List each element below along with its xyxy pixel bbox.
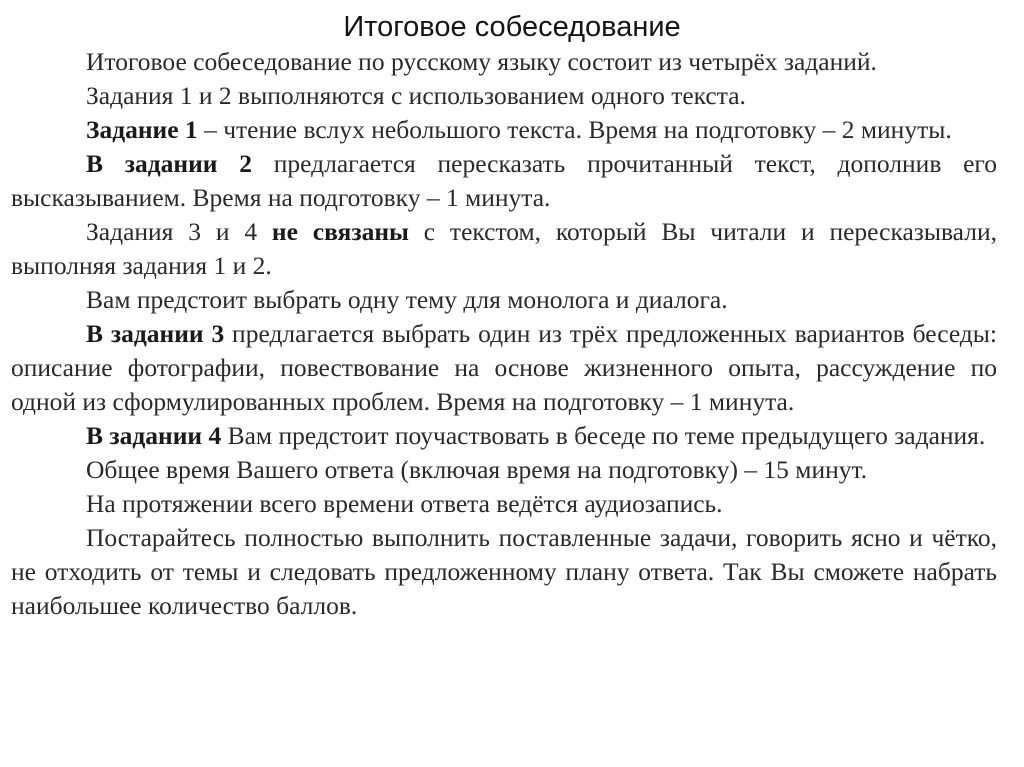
paragraph-p10 — [11, 487, 997, 521]
paragraph-p5 — [11, 215, 997, 283]
text-run: предлагается выбрать один из трёх предложенных вариантов беседы: описание фотографии, повествование на основе жизненного опыта, рассуждение по одной из сформулированных проблем. Время на подготовку – 1 минута. — [11, 319, 997, 416]
text-run: Общее время Вашего ответа (включая время на подготовку) – 15 минут. — [86, 455, 868, 484]
paragraph-p4 — [11, 147, 997, 215]
text-run: Задания 1 и 2 выполняются с использованием одного текста. — [86, 81, 746, 110]
text-run: Постарайтесь полностью выполнить поставленные задачи, говорить ясно и чётко, не отходить от темы и следовать предложенному плану ответа. Так Вы сможете набрать наибольшее количество баллов. — [11, 523, 997, 620]
paragraph-p11 — [11, 521, 997, 623]
paragraph-p6 — [11, 283, 997, 317]
document-body — [11, 45, 997, 623]
bold-text-run: В задании 3 — [86, 319, 225, 348]
bold-text-run: не связаны — [271, 217, 409, 246]
text-run: Вам предстоит поучаствовать в беседе по теме предыдущего задания. — [221, 421, 986, 450]
paragraph-p2 — [11, 79, 997, 113]
text-run: На протяжении всего времени ответа ведётся аудиозапись. — [86, 489, 723, 518]
paragraph-p7 — [11, 317, 997, 419]
paragraph-p9 — [11, 453, 997, 487]
paragraph-p1 — [11, 45, 997, 79]
text-run: Итоговое собеседование по русскому языку состоит из четырёх заданий. — [86, 47, 877, 76]
text-run: – чтение вслух небольшого текста. Время на подготовку – 2 минуты. — [197, 115, 952, 144]
text-run: Вам предстоит выбрать одну тему для монолога и диалога. — [86, 285, 728, 314]
bold-text-run: В задании 2 — [86, 149, 252, 178]
bold-text-run: Задание 1 — [86, 115, 198, 144]
text-run: Задания 3 и 4 — [86, 217, 272, 246]
text-run: с текстом, который Вы читали и пересказывали, выполняя задания 1 и 2. — [11, 217, 997, 280]
text-run: предлагается пересказать прочитанный текст, дополнив его высказыванием. Время на подготовку – 1 минута. — [11, 149, 998, 212]
paragraph-p3 — [11, 113, 997, 147]
bold-text-run: В задании 4 — [86, 421, 222, 450]
slide-title: Итоговое собеседование — [343, 11, 681, 43]
paragraph-p8 — [11, 419, 997, 453]
